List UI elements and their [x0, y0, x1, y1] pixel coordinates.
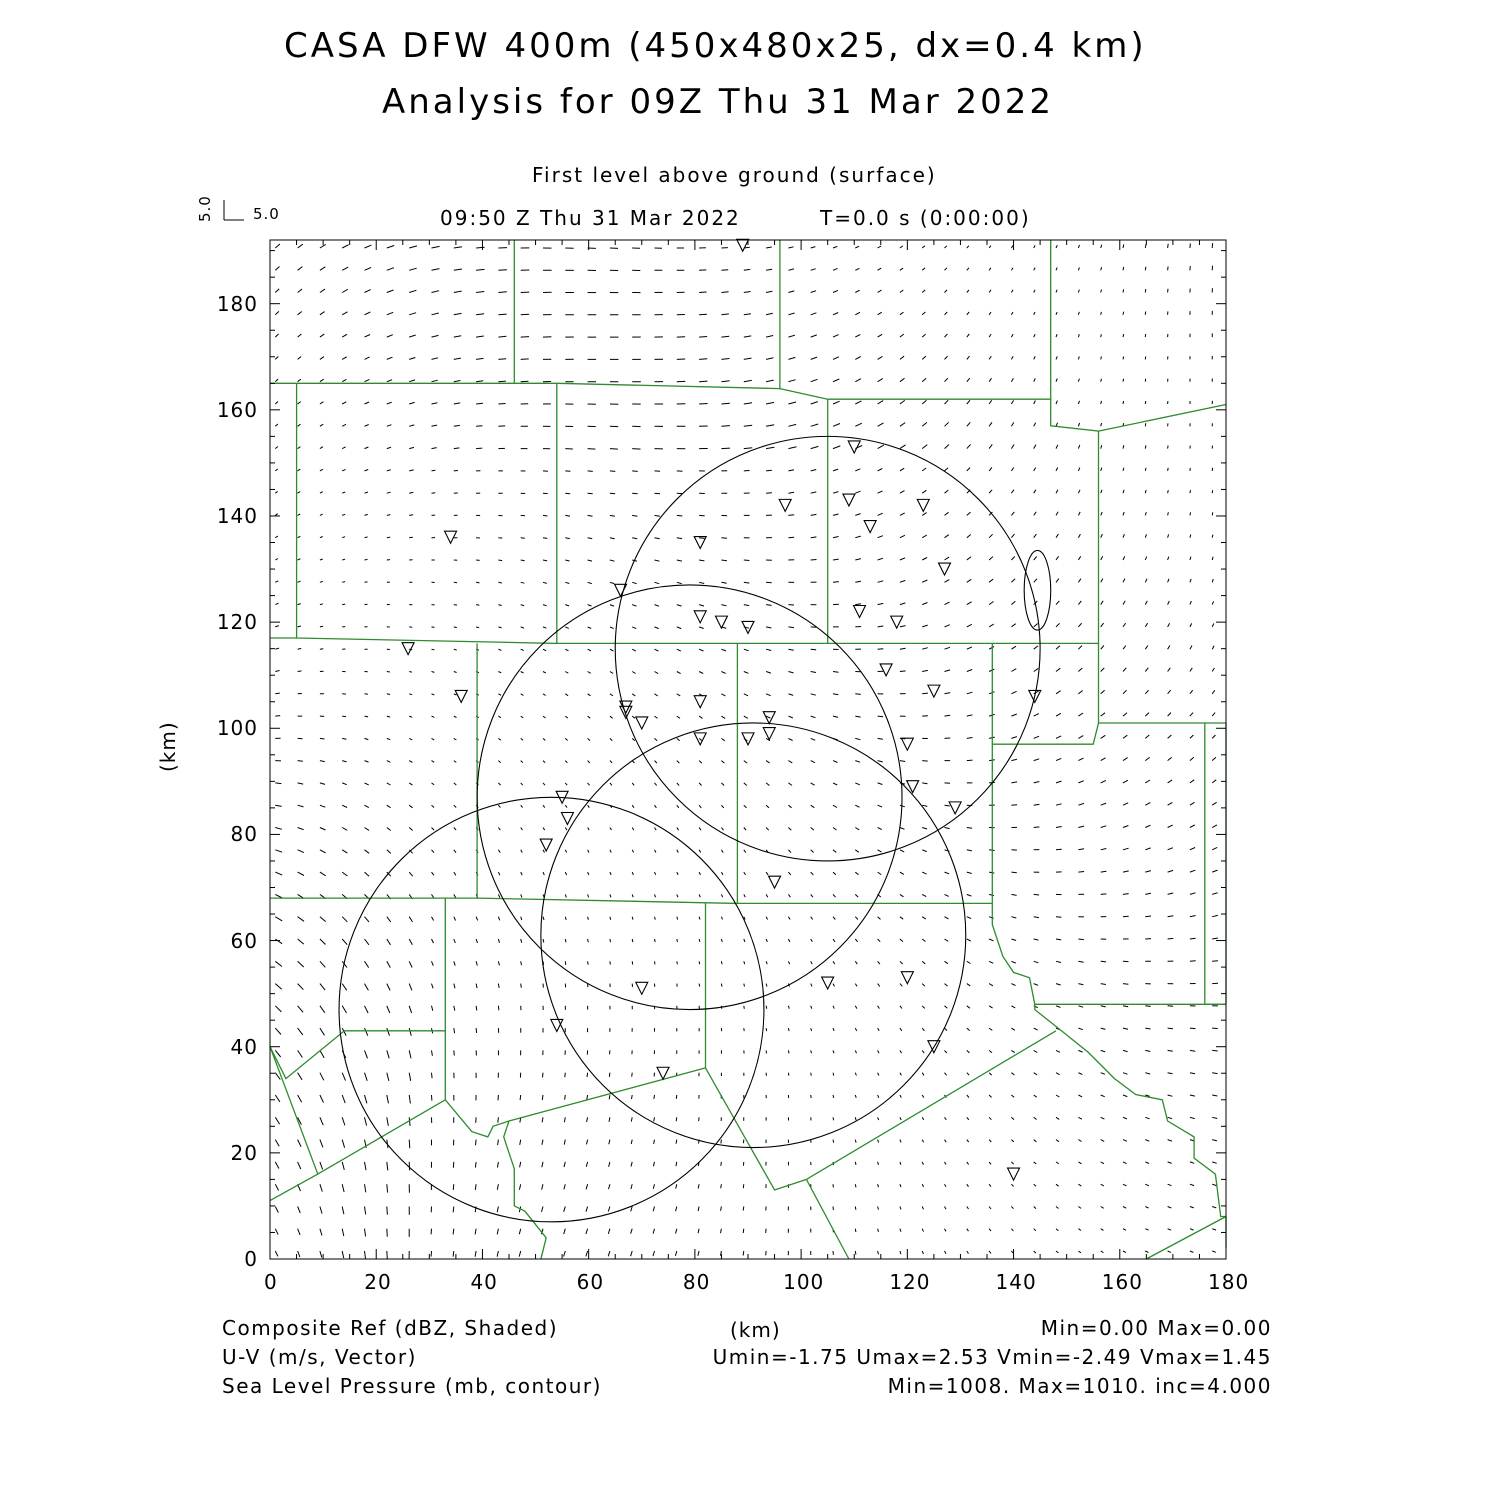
station-marker: [854, 606, 866, 618]
station-marker: [880, 664, 892, 676]
footer-uv-stats: Umin=-1.75 Umax=2.53 Vmin=-2.49 Vmax=1.45: [712, 1345, 1272, 1369]
y-tick-label: 100: [216, 716, 258, 741]
station-marker: [742, 621, 754, 633]
station-marker: [694, 611, 706, 623]
x-tick-label: 160: [1101, 1270, 1143, 1294]
x-tick-label: 0: [264, 1270, 278, 1294]
county-boundary: [270, 898, 445, 1079]
station-marker: [901, 972, 913, 984]
station-marker: [1008, 1168, 1020, 1180]
county-boundary: [1205, 723, 1226, 1004]
y-tick-label: 20: [230, 1140, 258, 1165]
x-tick-label: 60: [576, 1270, 605, 1294]
station-marker: [561, 812, 573, 824]
county-boundary: [557, 399, 828, 643]
x-tick-label: 120: [889, 1270, 931, 1294]
title-line-1: CASA DFW 400m (450x480x25, dx=0.4 km): [284, 26, 1147, 66]
y-tick-label: 180: [216, 291, 258, 316]
county-boundary: [992, 903, 1226, 1004]
y-tick-label: 120: [216, 610, 258, 635]
integration-time: T=0.0 s (0:00:00): [820, 206, 1031, 230]
x-tick-label: 40: [470, 1270, 498, 1294]
station-marker: [763, 728, 775, 740]
y-tick-label: 80: [230, 822, 258, 847]
footer-ref-label: Composite Ref (dBZ, Shaded): [222, 1316, 559, 1340]
station-marker: [949, 802, 961, 814]
station-marker: [864, 521, 876, 533]
axis-ticks: [270, 240, 1226, 1259]
station-marker: [769, 876, 781, 888]
station-marker: [822, 977, 834, 989]
station-marker: [694, 696, 706, 708]
station-marker: [779, 499, 791, 511]
station-marker: [445, 531, 457, 543]
vector-key-v-label: 5.0: [196, 195, 214, 222]
wind-vectors: [275, 243, 1218, 1259]
station-marker: [620, 701, 632, 713]
wind-vector-field: [275, 243, 1218, 1259]
y-tick-label: 40: [230, 1034, 258, 1059]
footer-uv-label: U-V (m/s, Vector): [222, 1345, 417, 1369]
station-marker: [657, 1067, 669, 1079]
y-tick-label: 60: [230, 928, 258, 953]
county-boundaries: [270, 240, 1226, 1259]
y-tick-label: 160: [216, 397, 258, 422]
county-boundary: [477, 643, 737, 903]
station-marker: [715, 616, 727, 628]
station-marker: [540, 839, 552, 851]
county-boundary: [504, 1121, 547, 1259]
county-boundary: [992, 723, 1098, 744]
county-boundary: [828, 399, 1099, 643]
county-boundary: [270, 1047, 445, 1174]
valid-time: 09:50 Z Thu 31 Mar 2022: [440, 206, 741, 230]
county-boundary: [270, 643, 477, 898]
station-marker: [737, 239, 749, 251]
level-label: First level above ground (surface): [532, 163, 937, 187]
x-tick-label: 20: [364, 1270, 392, 1294]
county-boundary: [1099, 643, 1227, 1004]
county-boundary: [1099, 405, 1227, 432]
station-markers: [402, 239, 1041, 1180]
station-marker: [636, 982, 648, 994]
vector-key-u-label: 5.0: [253, 205, 280, 223]
x-tick-label: 100: [783, 1270, 825, 1294]
county-boundary: [1035, 1004, 1226, 1216]
x-tick-label: 80: [682, 1270, 711, 1294]
y-tick-label: 140: [216, 503, 258, 528]
county-boundary: [514, 240, 780, 389]
station-marker: [843, 494, 855, 506]
station-marker: [901, 738, 913, 750]
county-boundary: [297, 383, 557, 643]
county-boundary: [706, 1031, 1057, 1190]
plot-frame: [270, 240, 1226, 1259]
x-axis-unit: (km): [730, 1318, 781, 1342]
county-boundary: [806, 1179, 849, 1259]
station-marker: [455, 690, 467, 702]
footer-slp-label: Sea Level Pressure (mb, contour): [222, 1374, 602, 1398]
county-boundary: [270, 240, 514, 383]
county-boundary: [1146, 1217, 1226, 1260]
y-tick-label: 0: [244, 1247, 258, 1271]
station-marker: [939, 563, 951, 575]
x-tick-label: 140: [995, 1270, 1037, 1294]
station-marker: [636, 717, 648, 729]
footer-slp-stats: Min=1008. Max=1010. inc=4.000: [887, 1374, 1272, 1398]
x-tick-label: 180: [1208, 1270, 1250, 1294]
radar-range-rings: [339, 436, 1040, 1221]
station-marker: [928, 685, 940, 697]
county-boundary: [780, 240, 1051, 399]
footer-ref-stats: Min=0.00 Max=0.00: [1040, 1316, 1272, 1340]
station-marker: [402, 643, 414, 655]
vector-key-icon: [224, 200, 244, 220]
station-marker: [917, 499, 929, 511]
y-axis-unit: (km): [156, 721, 180, 772]
county-boundary: [445, 903, 705, 1137]
title-line-2: Analysis for 09Z Thu 31 Mar 2022: [382, 82, 1055, 122]
